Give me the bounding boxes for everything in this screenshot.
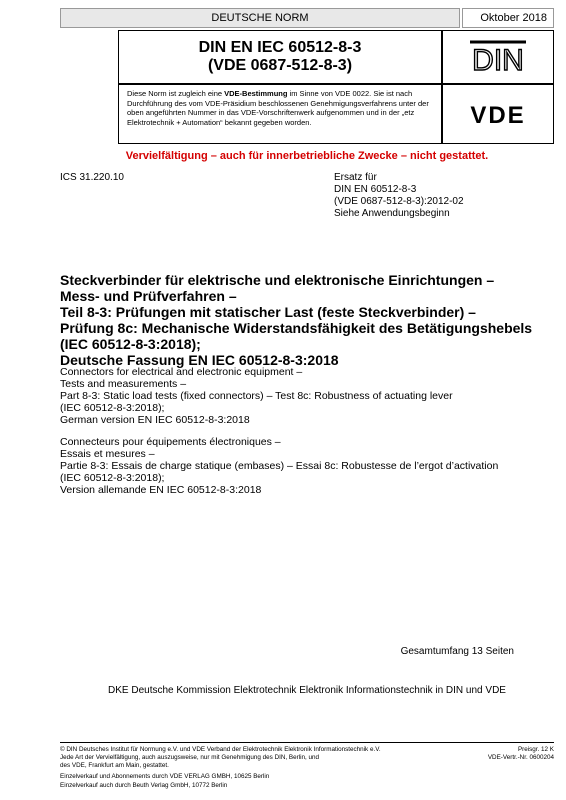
document-type-header <box>60 8 460 28</box>
replacement-info <box>334 172 464 220</box>
din-logo <box>468 39 528 75</box>
french-title <box>60 436 554 496</box>
replacement-line: DIN EN 60512-8-3 <box>334 184 417 195</box>
footer-divider <box>60 742 554 743</box>
english-title-line: Tests and measurements – <box>60 378 187 390</box>
english-title-line: (IEC 60512-8-3:2018); <box>60 402 165 414</box>
english-title-line: Part 8-3: Static load tests (fixed connectors) – Test 8c: Robustness of actuating lever <box>60 390 453 402</box>
vde-notice-text-1: Diese Norm ist zugleich eine <box>127 89 225 98</box>
standard-number-box <box>118 30 442 84</box>
copyright-line: Jede Art der Vervielfältigung, auch auszugsweise, nur mit Genehmigung des DIN, Berlin, und <box>60 754 320 761</box>
price-group: Preisgr. 12 K <box>517 746 554 753</box>
vde-number: (VDE 0687-512-8-3) <box>207 57 353 74</box>
sales-line: Einzelverkauf und Abonnements durch VDE VERLAG GMBH, 10625 Berlin <box>60 773 270 780</box>
french-title-line: Partie 8-3: Essais de charge statique (embases) – Essai 8c: Robustesse de l’ergot d’activation <box>60 460 499 472</box>
german-title-line: (IEC 60512-8-3:2018); <box>60 336 201 352</box>
copyright-line: des VDE, Frankfurt am Main, gestattet. <box>60 762 169 769</box>
vde-contract-number: VDE-Vertr.-Nr. 0600204 <box>487 754 554 761</box>
standard-number: DIN EN IEC 60512-8-3 <box>198 39 362 56</box>
replacement-line: Siehe Anwendungsbeginn <box>334 208 450 219</box>
total-pages: Gesamtumfang 13 Seiten <box>400 646 514 657</box>
vde-logo-text: VDE <box>470 102 526 127</box>
ics-code: ICS 31.220.10 <box>60 172 124 183</box>
french-title-line: Connecteurs pour équipements électroniques – <box>60 436 281 448</box>
vde-logo-box <box>442 84 554 144</box>
vde-notice-bold: VDE-Bestimmung <box>224 89 288 98</box>
replacement-line: Ersatz für <box>334 172 377 183</box>
copyright-notice <box>60 746 420 770</box>
english-title <box>60 366 554 426</box>
sales-line: Einzelverkauf auch durch Beuth Verlag GmbH, 10772 Berlin <box>60 782 228 789</box>
english-title-line: Connectors for electrical and electronic equipment – <box>60 366 303 378</box>
copyright-line: © DIN Deutsches Institut für Normung e.V. und VDE Verband der Elektrotechnik Elektronik Informationstechnik e.V. <box>60 746 381 753</box>
german-title-line: Teil 8-3: Prüfungen mit statischer Last (feste Steckverbinder) – <box>60 304 476 320</box>
vde-notice <box>118 84 442 144</box>
german-title-line: Steckverbinder für elektrische und elektronische Einrichtungen – <box>60 272 495 288</box>
german-title-line: Mess- und Prüfverfahren – <box>60 288 237 304</box>
publication-date-header <box>462 8 554 28</box>
sales-info <box>60 772 460 790</box>
french-title-line: Essais et mesures – <box>60 448 155 460</box>
reproduction-warning: Vervielfältigung – auch für innerbetriebliche Zwecke – nicht gestattet. <box>125 150 489 162</box>
german-title-line: Deutsche Fassung EN IEC 60512-8-3:2018 <box>60 352 339 368</box>
replacement-line: (VDE 0687-512-8-3):2012-02 <box>334 196 464 207</box>
price-info <box>424 746 554 762</box>
din-logo-box <box>442 30 554 84</box>
din-logo-text: DIN <box>472 44 524 75</box>
document-type-label: DEUTSCHE NORM <box>211 12 309 24</box>
english-title-line: German version EN IEC 60512-8-3:2018 <box>60 414 250 426</box>
german-title-line: Prüfung 8c: Mechanische Widerstandsfähigkeit des Betätigungshebels <box>60 320 533 336</box>
dke-committee: DKE Deutsche Kommission Elektrotechnik Elektronik Informationstechnik in DIN und VDE <box>108 685 506 696</box>
vde-logo <box>456 101 540 127</box>
french-title-line: Version allemande EN IEC 60512-8-3:2018 <box>60 484 262 496</box>
vde-notice-text-2: im Sinne von VDE 0022. Sie ist nach Durchführung des vom VDE-Präsidium beschlossenen Genehmigungsverfahrens unter der oben angeführten Nummer in das VDE-Vorschriftenwerk aufgenommen und in der „etz Elektrotechnik + Automation“ bekannt gegeben worden. <box>127 89 429 127</box>
german-title <box>60 272 554 368</box>
publication-date: Oktober 2018 <box>480 12 547 24</box>
french-title-line: (IEC 60512-8-3:2018); <box>60 472 165 484</box>
